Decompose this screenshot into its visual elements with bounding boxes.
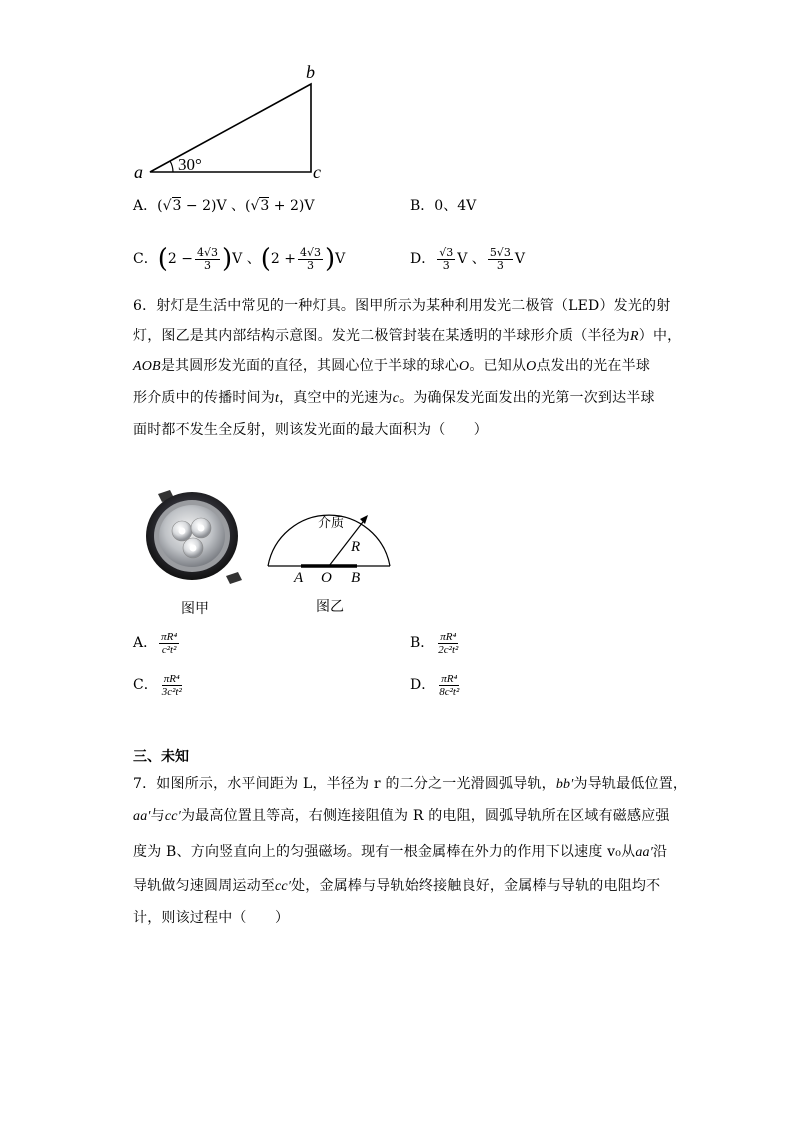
q6-line-1: 6．射灯是生活中常见的一种灯具。图甲所示为某种利用发光二极管（LED）发光的射 (133, 298, 671, 314)
point-o-label: O (321, 570, 332, 586)
angle-arc (170, 161, 173, 172)
point-a-label: A (294, 570, 304, 586)
vertex-a-label: a (134, 162, 143, 182)
q5-option-d[interactable]: D． $\frac{√3}{3}$ V 、 $\frac{5√3}{3}$ V (410, 245, 525, 272)
triangle-figure (130, 60, 330, 185)
vertex-c-label: c (313, 162, 321, 182)
q7-line-1: 7．如图所示，水平间距为 L，半径为 r 的二分之一光滑圆弧导轨，bb′为导轨最低位置， (133, 776, 688, 792)
radius-arrowhead (360, 515, 368, 524)
q6-line-5: 面时都不发生全反射，则该发光面的最大面积为（ ） (133, 422, 488, 438)
angle-label: 30° (178, 155, 202, 174)
q6-line-4: 形介质中的传播时间为t，真空中的光速为c。为确保发光面发出的光第一次到达半球 (133, 390, 655, 406)
figure-yi-caption: 图乙 (316, 599, 344, 615)
point-b-label: B (351, 570, 361, 586)
q6-option-d[interactable]: D． $\frac{\text{πR⁴}}{\text{8c²t²}}$ (410, 672, 460, 698)
q6-line-2: 灯，图乙是其内部结构示意图。发光二极管封装在某透明的半球形介质（半径为R）中， (133, 328, 682, 344)
radius-label: R (351, 539, 361, 555)
q5-option-b[interactable]: B．0、4V (410, 198, 477, 214)
q7-line-4: 导轨做匀速圆周运动至cc′处，金属棒与导轨始终接触良好，金属棒与导轨的电阻均不 (133, 878, 661, 894)
figure-jia-caption: 图甲 (181, 601, 209, 617)
q6-option-a[interactable]: A． $\frac{\text{πR⁴}}{\text{c²t²}}$ (133, 630, 178, 656)
triangle-shape (150, 84, 311, 172)
q7-line-3: 度为 B、方向竖直向上的匀强磁场。现有一根金属棒在外力的作用下以速度 v₀从aa′沿 (133, 844, 668, 860)
q5-option-a[interactable]: A．(√3 − 2)V 、(√3 + 2)V (133, 198, 315, 214)
section-heading: 三、未知 (133, 749, 189, 765)
q7-line-5: 计，则该过程中（ ） (133, 910, 290, 926)
q6-option-b[interactable]: B． $\frac{\text{πR⁴}}{\text{2c²t²}}$ (410, 630, 459, 656)
q6-line-3: AOB是其圆形发光面的直径，其圆心位于半球的球心O。已知从O点发出的光在半球 (133, 358, 651, 374)
hemisphere-diagram (264, 500, 396, 586)
q7-line-2: aa′与cc′为最高位置且等高，右侧连接阻值为 R 的电阻，圆弧导轨所在区域有磁感应强 (133, 808, 670, 824)
spotlight-photo (140, 484, 252, 592)
medium-label: 介质 (318, 516, 345, 531)
q6-option-c[interactable]: C． $\frac{\text{πR⁴}}{\text{3c²t²}}$ (133, 672, 182, 698)
vertex-b-label: b (306, 62, 315, 82)
q5-option-c[interactable]: C．(2 − $\frac{4√3}{3}$ )V 、(2 + $\frac{4√3}{3}$ )V (133, 244, 346, 274)
